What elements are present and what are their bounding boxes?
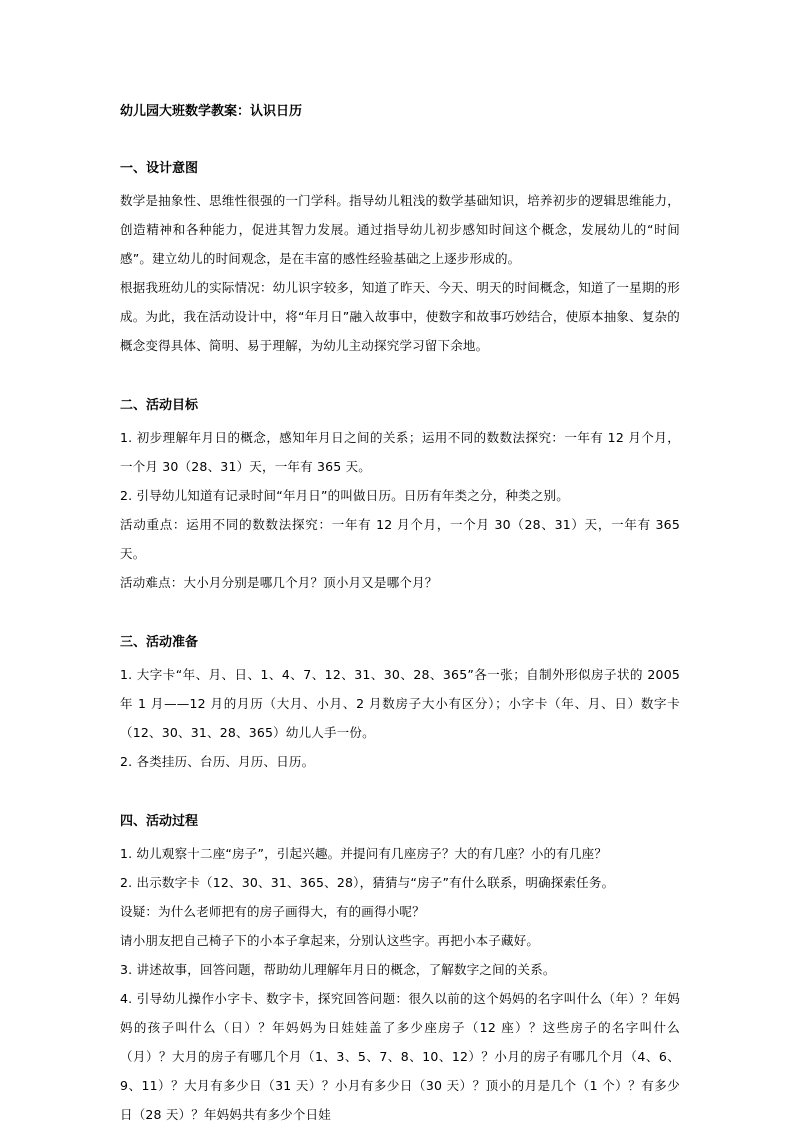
paragraph: 请小朋友把自己椅子下的小本子拿起来，分别认这些字。再把小本子藏好。	[120, 933, 540, 948]
paragraph: 设疑：为什么老师把有的房子画得大，有的画得小呢？	[120, 904, 425, 919]
paragraph: 3. 讲述故事，回答问题，帮助幼儿理解年月日的概念，了解数字之间的关系。	[120, 962, 556, 977]
paragraph: 1. 大字卡“年、月、日、1、4、7、12、31、30、28、365”各一张；自制外形似房子状的 2005 年 1 月——12 月的月历（大月、小月、2 月数房子大小有区分）；小字卡（年、月、日）数字卡（12、30、31、28、365）幼儿人手一份。	[120, 667, 680, 740]
document-body	[120, 101, 680, 1129]
paragraph: 1. 初步理解年月日的概念，感知年月日之间的关系；运用不同的数数法探究：一年有 12 月个月，一个月 30（28、31）天，一年有 365 天。	[120, 430, 680, 474]
section-heading: 四、活动过程	[120, 814, 199, 829]
paragraph: 2. 出示数字卡（12、30、31、365、28），猜猜与“房子”有什么联系，明确探索任务。	[120, 875, 615, 890]
paragraph: 活动难点：大小月分别是哪几个月？顶小月又是哪个月？	[120, 575, 438, 590]
section-heading: 一、设计意图	[120, 161, 199, 176]
section-heading: 三、活动准备	[120, 635, 199, 650]
section-design-intent	[120, 158, 680, 360]
document-title: 幼儿园大班数学教案：认识日历	[120, 104, 303, 119]
section-activity-preparation	[120, 632, 680, 776]
paragraph: 2. 引导幼儿知道有记录时间“年月日”的叫做日历。日历有年类之分，种类之别。	[120, 488, 569, 503]
paragraph: 根据我班幼儿的实际情况：幼儿识字较多，知道了昨天、今天、明天的时间概念，知道了一星期的形成。为此，我在活动设计中，将“年月日”融入故事中，使数字和故事巧妙结合，使原本抽象、复杂的概念变得具体、简明、易于理解，为幼儿主动探究学习留下余地。	[120, 280, 680, 353]
section-activity-process	[120, 811, 680, 1129]
paragraph: 2. 各类挂历、台历、月历、日历。	[120, 754, 315, 769]
paragraph: 数学是抽象性、思维性很强的一门学科。指导幼儿粗浅的数学基础知识，培养初步的逻辑思维能力，创造精神和各种能力，促进其智力发展。通过指导幼儿初步感知时间这个概念，发展幼儿的“时间感”。建立幼儿的时间观念，是在丰富的感性经验基础之上逐步形成的。	[120, 193, 680, 266]
paragraph: 活动重点：运用不同的数数法探究：一年有 12 月个月，一个月 30（28、31）天，一年有 365 天。	[120, 517, 680, 561]
section-activity-goals	[120, 395, 680, 597]
section-heading: 二、活动目标	[120, 398, 199, 413]
paragraph: 4. 引导幼儿操作小字卡、数字卡，探究回答问题：很久以前的这个妈妈的名字叫什么（年）？年妈妈的孩子叫什么（日）？年妈妈为日娃娃盖了多少座房子（12 座）？这些房子的名字叫什么（月）？大月的房子有哪几个月（1、3、5、7、8、10、12）？小月的房子有哪几个月（4、6、9、11）？大月有多少日（31 天）？小月有多少日（30 天）？顶小的月是几个（1 个）？有多少日（28 天）？年妈妈共有多少个日娃	[120, 991, 680, 1122]
paragraph: 1. 幼儿观察十二座“房子”，引起兴趣。并提问有几座房子？大的有几座？小的有几座？	[120, 846, 608, 861]
